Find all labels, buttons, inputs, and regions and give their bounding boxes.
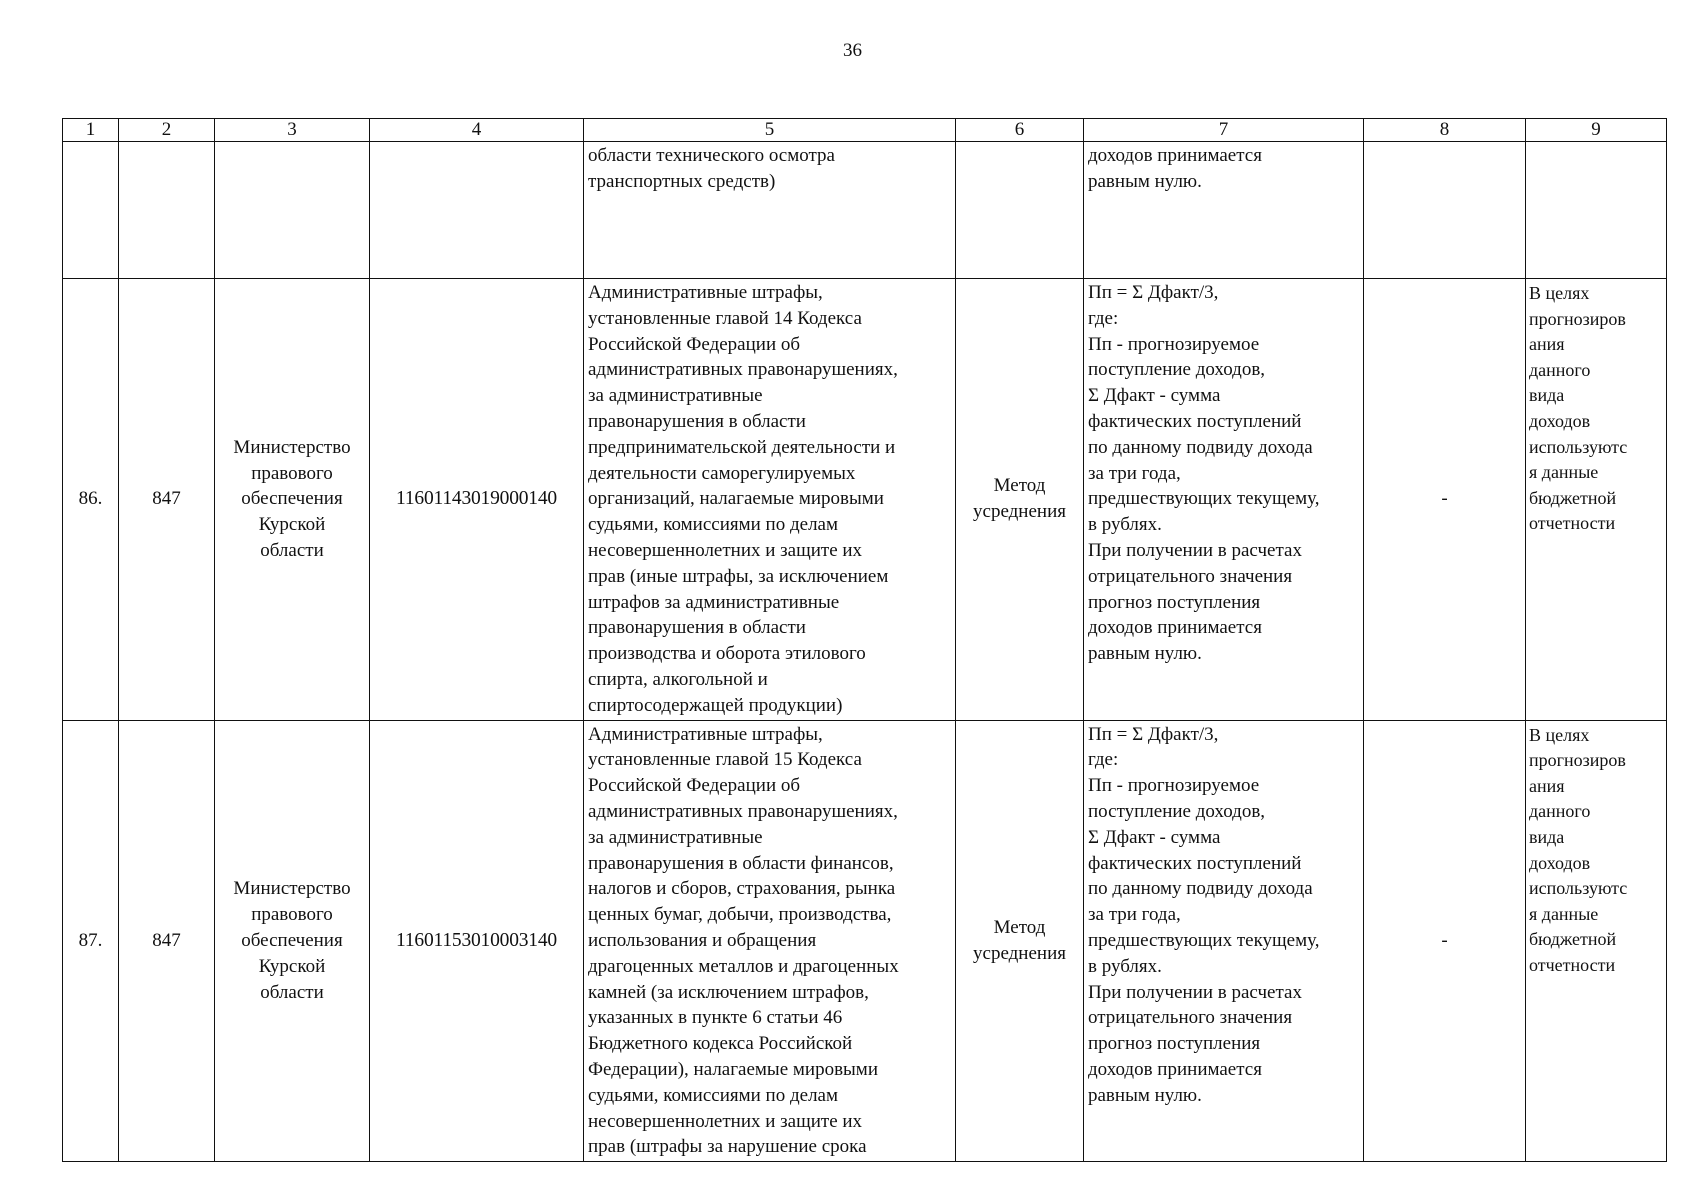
- cell-method: Метод усреднения: [956, 279, 1084, 721]
- cell-administrator: Министерство правового обеспечения Курской области: [215, 720, 370, 1162]
- page-number: 36: [843, 40, 862, 61]
- cell-admin-code: 847: [119, 720, 215, 1162]
- header-col-4: 4: [370, 119, 584, 142]
- cell-row-number: 87.: [63, 720, 119, 1162]
- table-row: [63, 720, 1667, 1162]
- cell-administrator: Министерство правового обеспечения Курской области: [215, 279, 370, 721]
- cell-admin-code: 847: [119, 279, 215, 721]
- header-col-5: 5: [584, 119, 956, 142]
- header-col-7: 7: [1084, 119, 1364, 142]
- header-col-9: 9: [1526, 119, 1667, 142]
- cell-empty: [370, 142, 584, 279]
- cell-description: Административные штрафы, установленные главой 14 Кодекса Российской Федерации об административных правонарушениях, за административные правонарушения в области предпринимательской деятельности и деятельности саморегулируемых организаций, налагаемые мировыми судьями, комиссиями по делам несовершеннолетних и защите их прав (иные штрафы, за исключением штрафов за административные правонарушения в области производства и оборота этилового спирта, алкогольной и спиртосодержащей продукции): [584, 279, 956, 721]
- cell-empty: [956, 142, 1084, 279]
- table-row-continuation: [63, 142, 1667, 279]
- header-col-8: 8: [1364, 119, 1526, 142]
- cell-kbk: 11601153010003140: [370, 720, 584, 1162]
- cell-col9: В целях прогнозиров ания данного вида доходов используютс я данные бюджетной отчетности: [1526, 720, 1667, 1162]
- forecast-methods-table: [62, 118, 1667, 1162]
- table-row: [63, 279, 1667, 721]
- cell-description-continued: области технического осмотра транспортных средств): [584, 142, 956, 279]
- cell-algorithm-continued: доходов принимается равным нулю.: [1084, 142, 1364, 279]
- header-row: [63, 119, 1667, 142]
- cell-col8: -: [1364, 720, 1526, 1162]
- cell-empty: [1364, 142, 1526, 279]
- cell-description: Административные штрафы, установленные главой 15 Кодекса Российской Федерации об административных правонарушениях, за административные правонарушения в области финансов, налогов и сборов, страхования, рынка ценных бумаг, добычи, производства, использования и обращения драгоценных металлов и драгоценных камней (за исключением штрафов, указанных в пункте 6 статьи 46 Бюджетного кодекса Российской Федерации), налагаемые мировыми судьями, комиссиями по делам несовершеннолетних и защите их прав (штрафы за нарушение срока: [584, 720, 956, 1162]
- cell-algorithm: Пп = Σ Дфакт/3, где: Пп - прогнозируемое поступление доходов, Σ Дфакт - сумма фактических поступлений по данному подвиду дохода за три года, предшествующих текущему, в рублях. При получении в расчетах отрицательного значения прогноз поступления доходов принимается равным нулю.: [1084, 720, 1364, 1162]
- cell-algorithm: Пп = Σ Дфакт/3, где: Пп - прогнозируемое поступление доходов, Σ Дфакт - сумма фактических поступлений по данному подвиду дохода за три года, предшествующих текущему, в рублях. При получении в расчетах отрицательного значения прогноз поступления доходов принимается равным нулю.: [1084, 279, 1364, 721]
- cell-col8: -: [1364, 279, 1526, 721]
- cell-empty: [119, 142, 215, 279]
- header-col-3: 3: [215, 119, 370, 142]
- cell-row-number: 86.: [63, 279, 119, 721]
- cell-col9: В целях прогнозиров ания данного вида доходов используютс я данные бюджетной отчетности: [1526, 279, 1667, 721]
- cell-empty: [1526, 142, 1667, 279]
- cell-method: Метод усреднения: [956, 720, 1084, 1162]
- cell-empty: [63, 142, 119, 279]
- cell-kbk: 11601143019000140: [370, 279, 584, 721]
- header-col-1: 1: [63, 119, 119, 142]
- header-col-2: 2: [119, 119, 215, 142]
- cell-empty: [215, 142, 370, 279]
- header-col-6: 6: [956, 119, 1084, 142]
